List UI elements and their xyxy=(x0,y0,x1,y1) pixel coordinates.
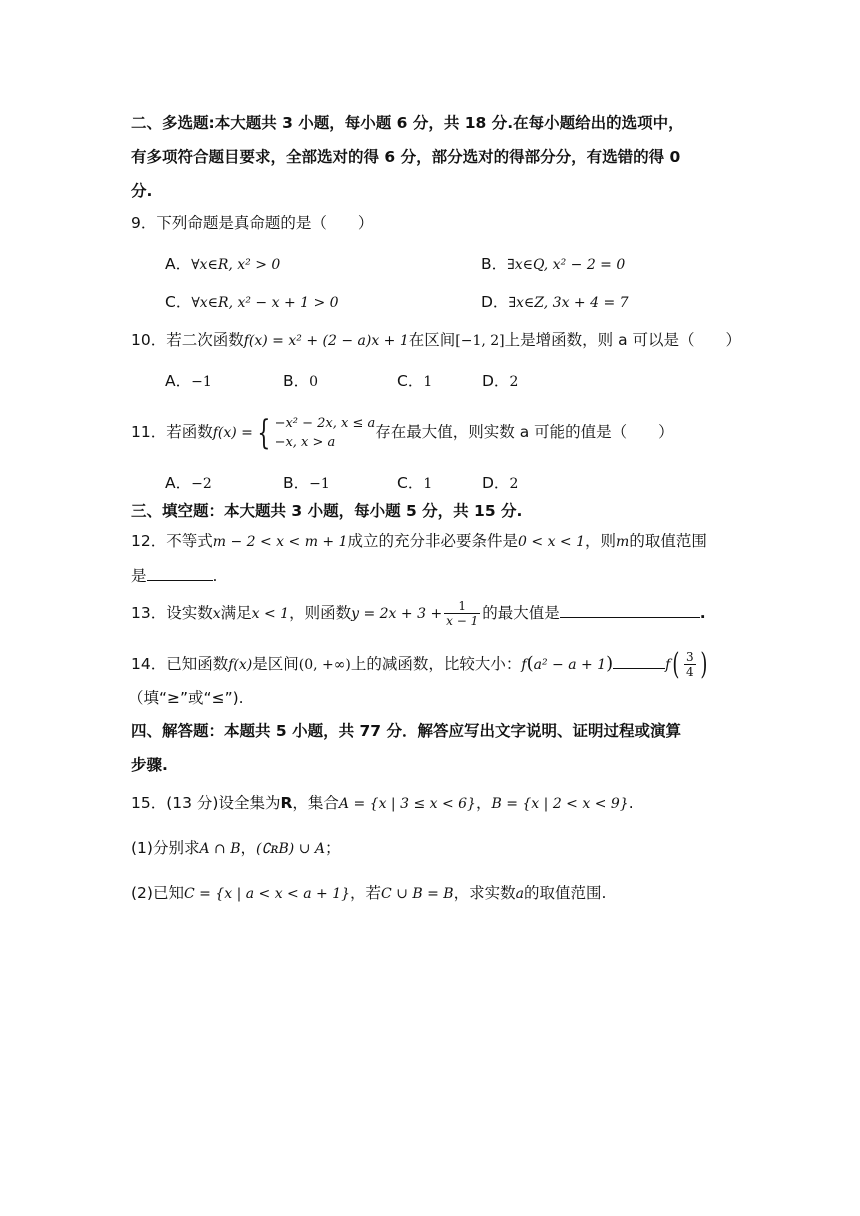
q15-part2: (2)已知C = {x | a < x < a + 1}，若C ∪ B = B，求实数a的取值范围. xyxy=(131,884,607,902)
q13-answer-blank[interactable] xyxy=(560,601,700,618)
q15-stem: 15．(13 分)设全集为R，集合A = {x | 3 ≤ x < 6}，B = {x | 2 < x < 9}. xyxy=(131,794,634,812)
q10-option-d: D．2 xyxy=(482,372,519,390)
q11-option-b: B．−1 xyxy=(283,474,330,492)
q9-stem: 9．下列命题是真命题的是（ ） xyxy=(131,214,374,232)
q9-option-b: B．∃x∈Q, x² − 2 = 0 xyxy=(481,255,626,273)
q10-option-b: B．0 xyxy=(283,372,319,390)
q14-answer-blank[interactable] xyxy=(613,652,665,669)
q11-option-c: C．1 xyxy=(397,474,433,492)
q13-fraction: $\frac{1}{x - 1}$ xyxy=(446,599,479,628)
q14-stem: 14．已知函数f(x)是区间(0, +∞)上的减函数，比较大小：f(a² − a + 1) f( $\frac{3}{4}$ ) xyxy=(131,646,708,682)
q11-option-d: D．2 xyxy=(482,474,519,492)
q9-option-d: D．∃x∈Z, 3x + 4 = 7 xyxy=(481,293,629,311)
piecewise-cases: −x² − 2x, x ≤ a −x, x > a xyxy=(274,415,376,450)
section4-header-line2: 步骤. xyxy=(131,756,168,774)
q12-answer-blank[interactable] xyxy=(147,564,213,581)
q15-part1: (1)分别求A ∩ B，(∁ʀB) ∪ A； xyxy=(131,839,341,857)
q14-stem-line2: （填“≥”或“≤”). xyxy=(128,689,244,707)
left-brace: { xyxy=(257,412,271,453)
section4-header-line1: 四、解答题：本题共 5 小题，共 77 分．解答应写出文字说明、证明过程或演算 xyxy=(131,722,681,740)
q11-stem: 11．若函数f(x) = { −x² − 2x, x ≤ a −x, x > a 存在最大值，则实数 a 可能的值是（ ） xyxy=(131,412,674,453)
q13-stem: 13．设实数x满足x < 1，则函数y = 2x + 3 + $\frac{1}{x - 1}$ 的最大值是 . xyxy=(131,599,706,628)
q10-option-a: A．−1 xyxy=(165,372,212,390)
q9-option-a: A．∀x∈R, x² > 0 xyxy=(165,255,281,273)
section3-header: 三、填空题：本大题共 3 小题，每小题 5 分，共 15 分. xyxy=(131,502,523,520)
section2-header-line2: 有多项符合题目要求，全部选对的得 6 分，部分选对的得部分分，有选错的得 0 xyxy=(131,148,681,166)
q12-stem-line1: 12．不等式m − 2 < x < m + 1成立的充分非必要条件是0 < x < 1，则m的取值范围 xyxy=(131,532,707,550)
q14-fraction: $\frac{3}{4}$ xyxy=(686,650,694,679)
section2-header-line1: 二、多选题:本大题共 3 小题，每小题 6 分，共 18 分.在每小题给出的选项中， xyxy=(131,114,684,132)
q11-option-a: A．−2 xyxy=(165,474,212,492)
q12-stem-line2: 是 . xyxy=(131,564,217,587)
section2-header-line3: 分. xyxy=(131,182,153,200)
q10-stem: 10．若二次函数f(x) = x² + (2 − a)x + 1在区间[−1, 2]上是增函数，则 a 可以是（ ） xyxy=(131,331,741,349)
q9-option-c: C．∀x∈R, x² − x + 1 > 0 xyxy=(165,293,339,311)
q10-option-c: C．1 xyxy=(397,372,433,390)
